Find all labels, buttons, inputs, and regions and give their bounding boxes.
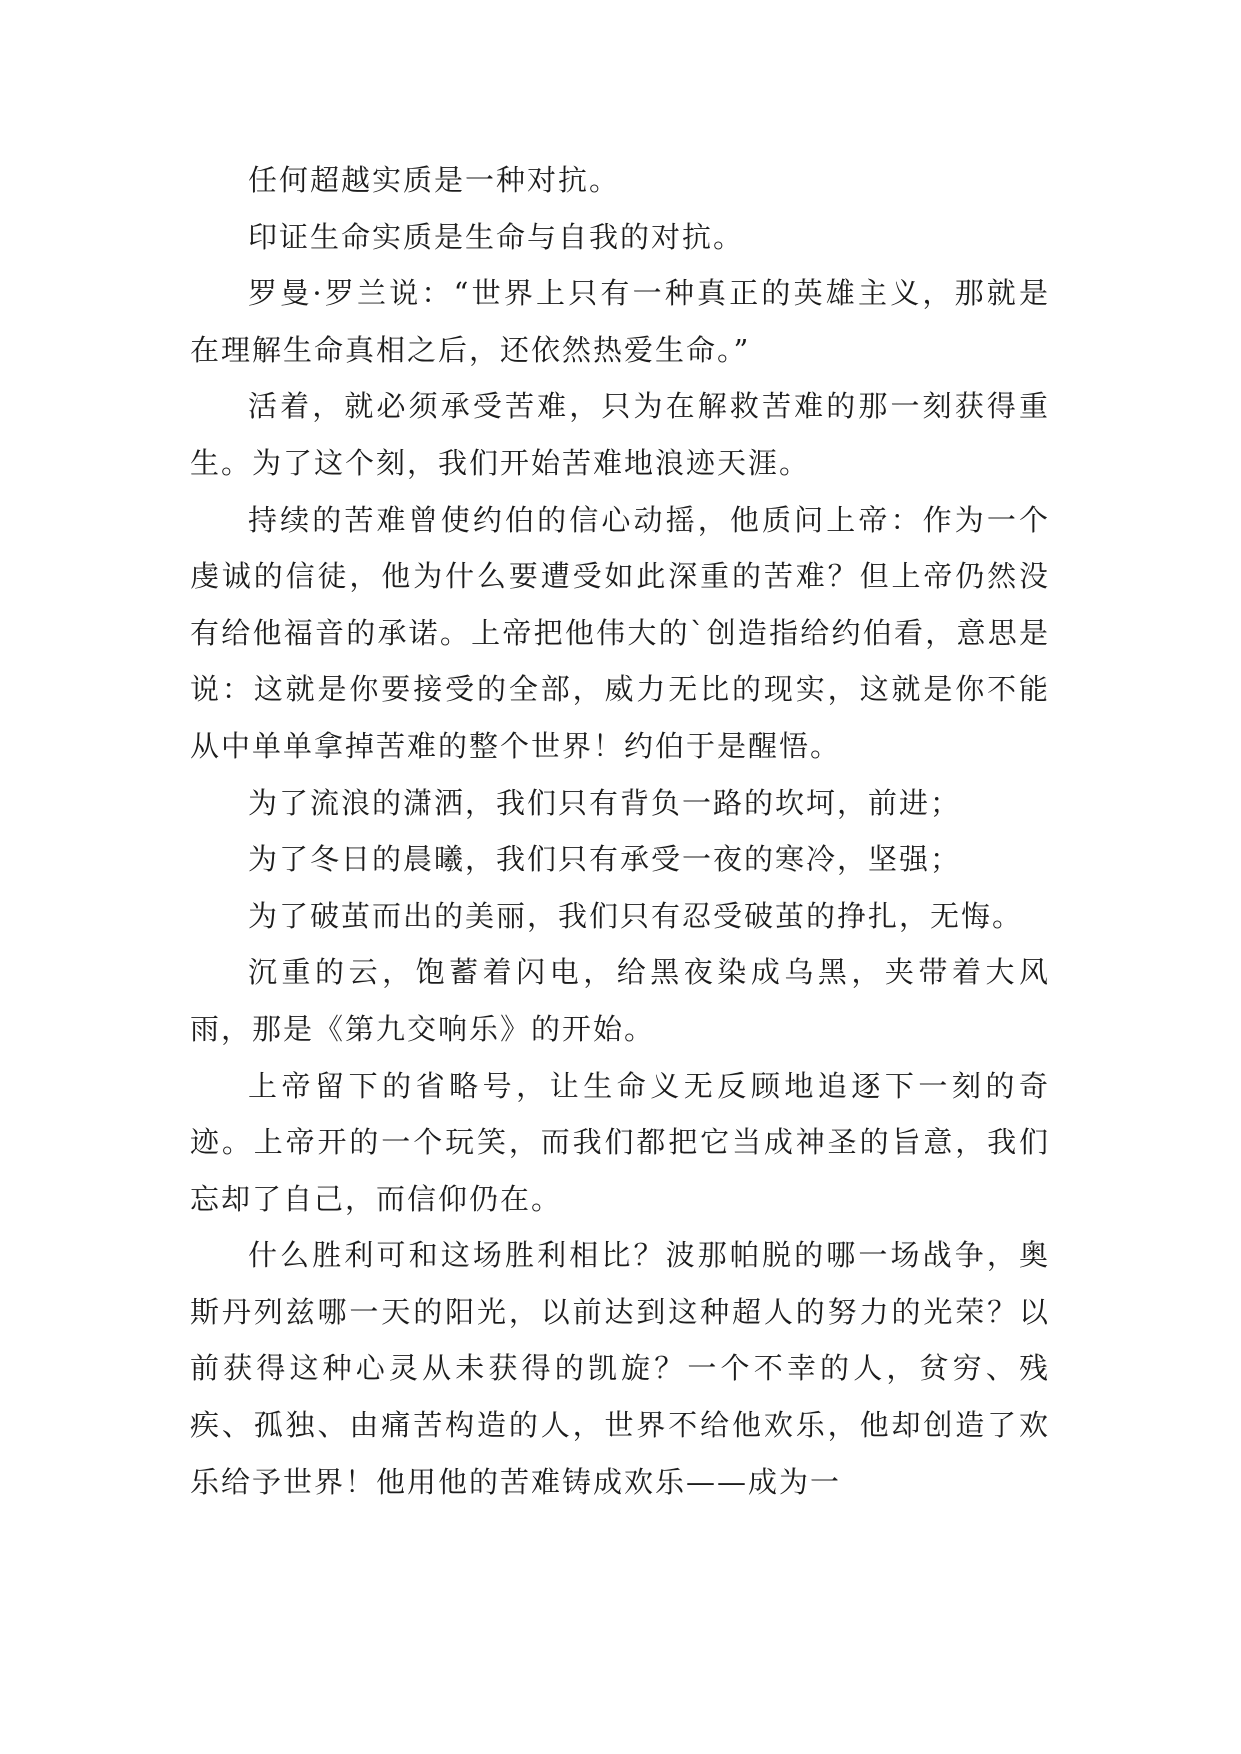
paragraph: 为了破茧而出的美丽，我们只有忍受破茧的挣扎，无悔。 bbox=[248, 898, 1024, 933]
paragraph: 罗曼·罗兰说：“世界上只有一种真正的英雄主义，那就是在理解生命真相之后，还依然热爱生命。” bbox=[190, 276, 1050, 367]
document-body bbox=[190, 152, 1050, 1510]
paragraph: 活着，就必须承受苦难，只为在解救苦难的那一刻获得重生。为了这个刻，我们开始苦难地浪迹天涯。 bbox=[190, 389, 1050, 480]
paragraph: 为了冬日的晨曦，我们只有承受一夜的寒冷，坚强； bbox=[248, 842, 962, 877]
paragraph: 上帝留下的省略号，让生命义无反顾地追逐下一刻的奇迹。上帝开的一个玩笑，而我们都把它当成神圣的旨意，我们忘却了自己，而信仰仍在。 bbox=[190, 1068, 1050, 1216]
paragraph: 持续的苦难曾使约伯的信心动摇，他质问上帝：作为一个虔诚的信徒，他为什么要遭受如此深重的苦难？但上帝仍然没有给他福音的承诺。上帝把他伟大的`创造指给约伯看，意思是说：这就是你要接受的全部，威力无比的现实，这就是你不能从中单单拿掉苦难的整个世界！约伯于是醒悟。 bbox=[190, 502, 1050, 763]
paragraph: 什么胜利可和这场胜利相比？波那帕脱的哪一场战争，奥斯丹列兹哪一天的阳光，以前达到这种超人的努力的光荣？以前获得这种心灵从未获得的凯旋？一个不幸的人，贫穷、残疾、孤独、由痛苦构造的人，世界不给他欢乐，他却创造了欢乐给予世界！他用他的苦难铸成欢乐——成为一 bbox=[190, 1238, 1050, 1499]
paragraph: 印证生命实质是生命与自我的对抗。 bbox=[248, 219, 745, 254]
paragraph: 沉重的云，饱蓄着闪电，给黑夜染成乌黑，夹带着大风雨，那是《第九交响乐》的开始。 bbox=[190, 955, 1050, 1046]
paragraph: 任何超越实质是一种对抗。 bbox=[248, 163, 621, 197]
paragraph: 为了流浪的潇洒，我们只有背负一路的坎坷，前进； bbox=[248, 785, 962, 820]
